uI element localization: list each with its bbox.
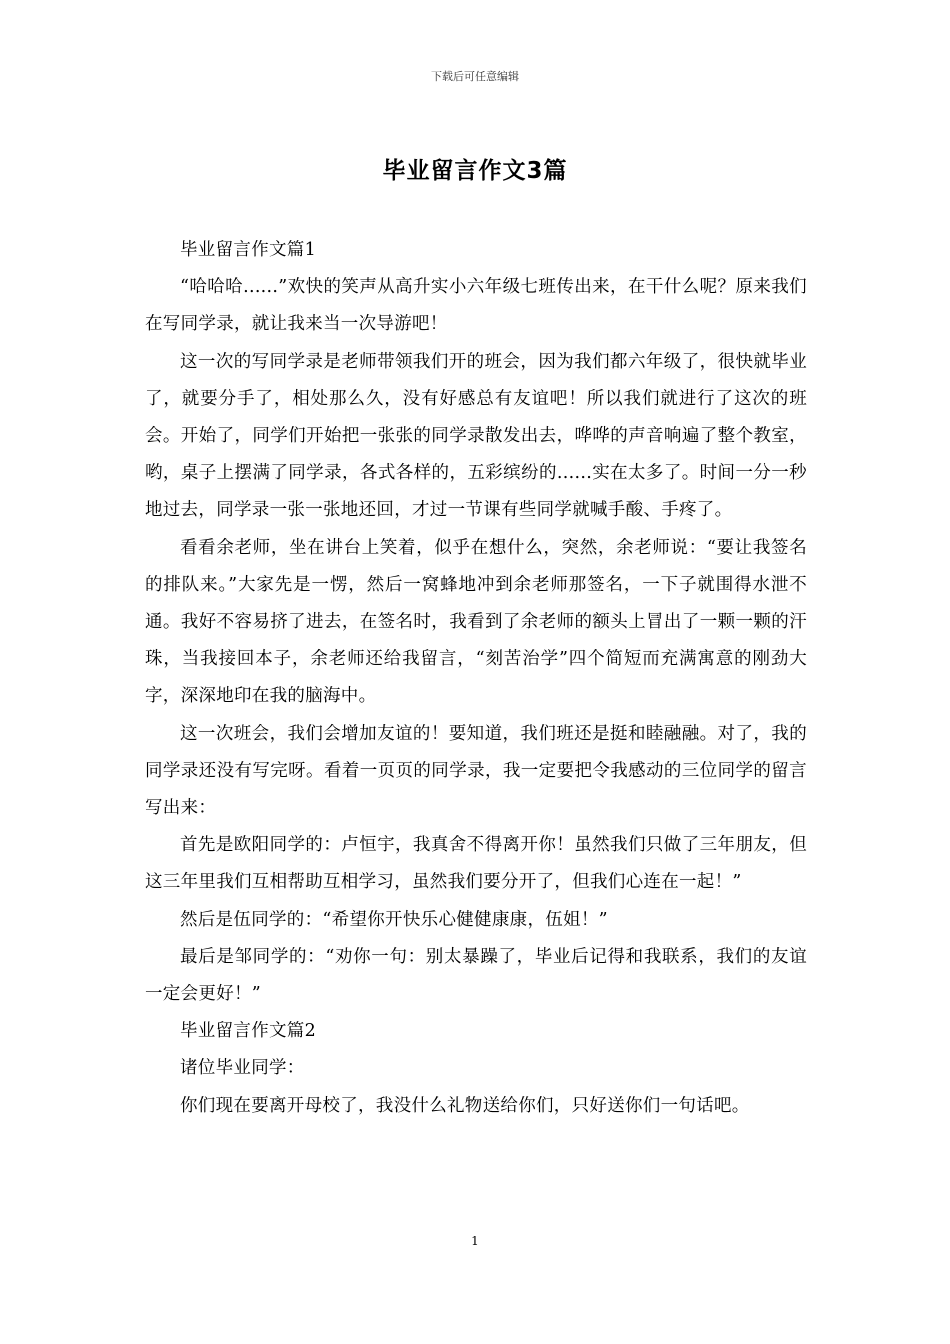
document-body (145, 232, 807, 1125)
paragraph: 然后是伍同学的：“希望你开快乐心健健康康，伍姐！” (180, 909, 608, 930)
document-title: 毕业留言作文3篇 (382, 158, 568, 184)
paragraph: 这一次班会，我们会增加友谊的！要知道，我们班还是挺和睦融融。对了，我的同学录还没有写完呀。看着一页页的同学录，我一定要把令我感动的三位同学的留言写出来： (145, 723, 807, 819)
section-heading-2: 毕业留言作文篇2 (180, 1021, 317, 1042)
section-heading-1: 毕业留言作文篇1 (180, 240, 317, 260)
paragraph: 看看余老师，坐在讲台上笑着，似乎在想什么，突然，余老师说：“要让我签名的排队来。”大家先是一愣，然后一窝蜂地冲到余老师那签名，一下子就围得水泄不通。我好不容易挤了进去，在签名时，我看到了余老师的额头上冒出了一颗一颗的汗珠，当我接回本子，余老师还给我留言，“刻苦治学”四个简短而充满寓意的刚劲大字，深深地印在我的脑海中。 (145, 537, 807, 707)
paragraph: 你们现在要离开母校了，我没什么礼物送给你们，只好送你们一句话吧。 (180, 1095, 750, 1116)
page-header: 下载后可任意编辑 (431, 70, 519, 83)
paragraph: 最后是邹同学的：“劝你一句：别太暴躁了，毕业后记得和我联系，我们的友谊一定会更好！” (145, 946, 807, 1005)
paragraph: 诸位毕业同学： (180, 1058, 305, 1079)
paragraph: 首先是欧阳同学的：卢恒宇，我真舍不得离开你！虽然我们只做了三年朋友，但这三年里我们互相帮助互相学习，虽然我们要分开了，但我们心连在一起！” (145, 835, 807, 893)
paragraph: “哈哈哈......”欢快的笑声从高升实小六年级七班传出来，在干什么呢？原来我们在写同学录，就让我来当一次导游吧！ (145, 277, 807, 335)
page-number: 1 (471, 1234, 479, 1248)
paragraph: 这一次的写同学录是老师带领我们开的班会，因为我们都六年级了，很快就毕业了，就要分手了，相处那么久，没有好感总有友谊吧！所以我们就进行了这次的班会。开始了，同学们开始把一张张的同学录散发出去，哗哗的声音响遍了整个教室，哟，桌子上摆满了同学录，各式各样的，五彩缤纷的......实在太多了。时间一分一秒地过去，同学录一张一张地还回，才过一节课有些同学就喊手酸、手疼了。 (145, 351, 807, 521)
